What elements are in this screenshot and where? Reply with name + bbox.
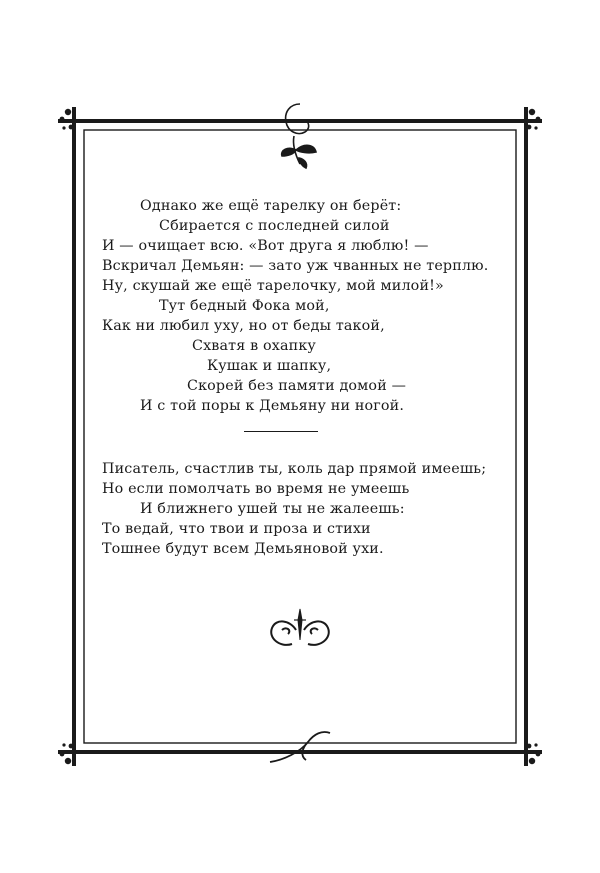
poem-line: И с той поры к Демьяну ни ногой. <box>140 398 405 414</box>
moral-line: Тошнее будут всем Демьяновой ухи. <box>102 541 384 557</box>
poem-line: И — очищает всю. «Вот друга я люблю! — <box>102 238 429 254</box>
poem-line: Схватя в охапку <box>192 338 316 354</box>
heart-scroll-ornament <box>271 609 329 645</box>
poem-line: Сбирается с последней силой <box>159 218 390 234</box>
poem-line: Тут бедный Фока мой, <box>159 298 330 314</box>
moral-line: То ведай, что твои и проза и стихи <box>102 521 371 537</box>
poem-line: Вскричал Демьян: — зато уж чванных не терплю. <box>102 258 489 274</box>
poem-line: Скорей без памяти домой — <box>187 378 407 394</box>
moral-line: Писатель, счастлив ты, коль дар прямой имеешь; <box>102 461 487 477</box>
moral-line: Но если помолчать во время не умеешь <box>102 481 410 497</box>
moral-line: И ближнего ушей ты не жалеешь: <box>140 501 405 517</box>
frame-bottom-scroll-ornament <box>270 732 330 762</box>
poem-line: Как ни любил уху, но от беды такой, <box>102 318 385 334</box>
leaf-swirl-ornament <box>282 104 316 168</box>
poem-line: Кушак и шапку, <box>207 358 332 374</box>
poem-line: Ну, скушай же ещё тарелочку, мой милой!» <box>102 278 444 294</box>
poem-line: Однако же ещё тарелку он берёт: <box>140 198 402 214</box>
section-divider <box>244 431 318 432</box>
